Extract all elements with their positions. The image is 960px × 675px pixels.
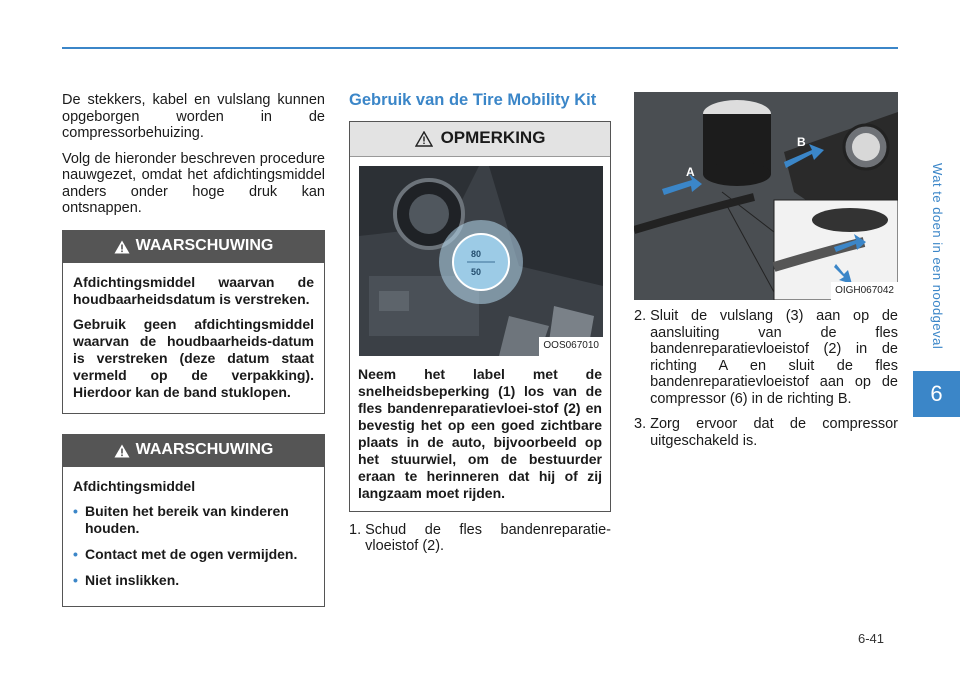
warning-box-expired (62, 230, 325, 414)
note-text: Neem het label met de snelheidsbeperking (1) los van de fles bandenreparatievloei-stof (2) en bevestig het op een goed zichtbare plaats in de auto, bijvoorbeeld op het stuurwiel, om de bestuurder eraan te herinneren dat hij of zij langzaam moet rijden. (358, 365, 602, 501)
direction-label-b: B (797, 135, 806, 149)
column-right (634, 92, 898, 458)
caution-triangle-icon (415, 131, 433, 147)
warning-line: Afdichtingsmiddel waarvan de houdbaarheidsdatum is verstreken. (73, 273, 314, 307)
intro-paragraph-1: De stekkers, kabel en vulslang kunnen opgeborgen worden in de compressorbehuizing. (62, 92, 325, 141)
speed-label-50: 50 (471, 266, 482, 277)
warning-triangle-icon (114, 444, 130, 458)
warning-header (63, 231, 324, 263)
image-code: OIGH067042 (831, 282, 898, 301)
warning-title: WAARSCHUWING (135, 441, 274, 459)
direction-label-a: A (686, 165, 695, 179)
note-header (350, 122, 610, 157)
note-box (349, 121, 611, 512)
section-heading: Gebruik van de Tire Mobility Kit (349, 91, 597, 109)
chapter-number-tab: 6 (913, 371, 960, 417)
chapter-side-title: Wat te doen in een noodgeval (930, 163, 945, 350)
column-left (62, 92, 325, 607)
step-item: 3. Zorg ervoor dat de compressor uitgeschakeld is. (634, 416, 898, 449)
list-item: • Buiten het bereik van kinderen houden. (73, 502, 289, 536)
step-item: 1. Schud de fles bandenreparatie-vloeistof (2). (349, 521, 611, 554)
header-rule (62, 47, 898, 49)
step-item: 2. Sluit de vulslang (3) aan op de aansluiting van de fles bandenreparatievloeistof (2) in de richting A en sluit de fles bandenreparatievloeistof aan op de compressor (6) in de richting B. (634, 308, 898, 407)
warning-bullet-list (73, 503, 314, 589)
intro-paragraph-2: Volg de hieronder beschreven procedure nauwgezet, omdat het afdichtingsmiddel anders onder hoge druk kan ontsnappen. (62, 150, 325, 216)
warning-title: WAARSCHUWING (135, 237, 274, 255)
note-title: OPMERKING (440, 128, 546, 148)
list-item: • Contact met de ogen vermijden. (73, 545, 298, 562)
page-number: 6-41 (858, 631, 885, 646)
warning-line: Gebruik geen afdichtingsmiddel waarvan de houdbaarheids-datum is verstreken (deze datum staat vermeld op de verpakking). Hierdoor kan de band stuklopen. (73, 315, 314, 400)
steering-wheel-label-photo (359, 166, 603, 356)
warning-box-sealant (62, 434, 325, 607)
image-code: OOS067010 (539, 337, 603, 356)
warning-triangle-icon (114, 240, 130, 254)
compressor-illustration (634, 92, 898, 300)
column-middle (349, 92, 611, 564)
compressor-connection-photo (634, 92, 898, 300)
list-item: • Niet inslikken. (73, 571, 180, 588)
speed-label-80: 80 (471, 248, 482, 259)
warning-header (63, 435, 324, 467)
warning-intro: Afdichtingsmiddel (73, 477, 196, 494)
